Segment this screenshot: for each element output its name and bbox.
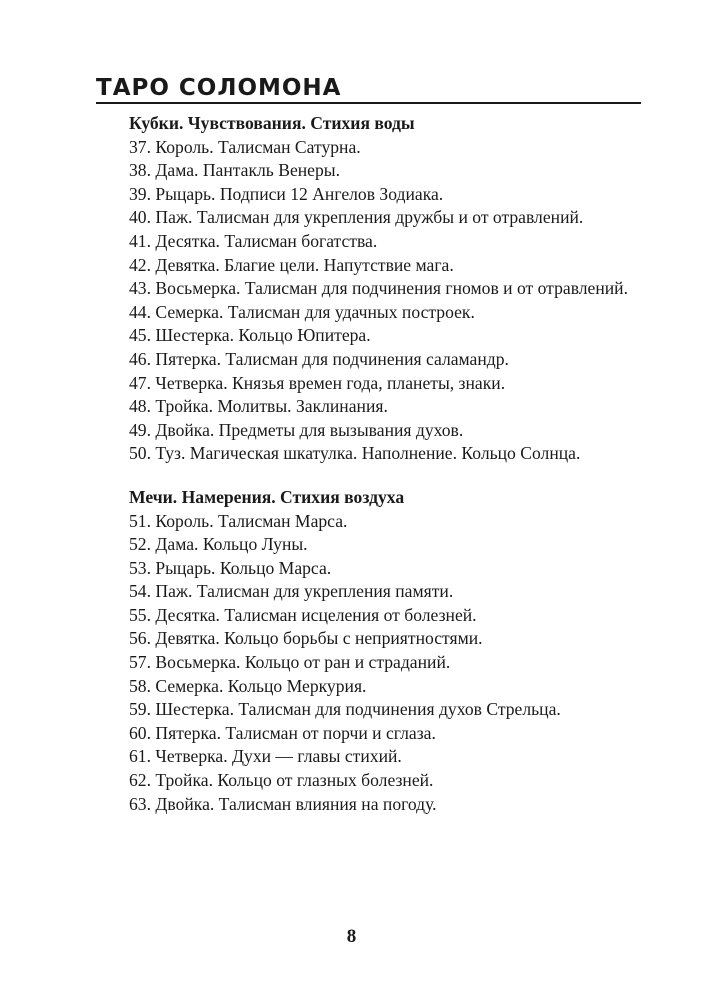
running-title: ТАРО СОЛОМОНА (96, 75, 342, 101)
list-item: 46. Пятерка. Талисман для подчинения саламандр. (129, 348, 509, 369)
section-cups (96, 112, 641, 466)
page-body (96, 112, 641, 816)
list-item: 45. Шестерка. Кольцо Юпитера. (129, 325, 371, 346)
section-heading: Мечи. Намерения. Стихия воздуха (129, 486, 405, 507)
list-item: 55. Десятка. Талисман исцеления от болезней. (129, 604, 477, 625)
list-item: 56. Девятка. Кольцо борьбы с неприятностями. (129, 628, 483, 649)
list-item: 41. Десятка. Талисман богатства. (129, 230, 378, 251)
list-item: 48. Тройка. Молитвы. Заклинания. (129, 396, 388, 417)
list-item: 58. Семерка. Кольцо Меркурия. (129, 675, 367, 696)
section-swords (96, 486, 641, 816)
list-item: 47. Четверка. Князья времен года, планеты, знаки. (129, 372, 506, 393)
list-item: 61. Четверка. Духи — главы стихий. (129, 746, 402, 767)
list-item: 54. Паж. Талисман для укрепления памяти. (129, 581, 454, 602)
list-item: 38. Дама. Пантакль Венеры. (129, 160, 340, 181)
list-item: 60. Пятерка. Талисман от порчи и сглаза. (129, 722, 436, 743)
list-item: 40. Паж. Талисман для укрепления дружбы и от отравлений. (129, 207, 584, 228)
section-heading: Кубки. Чувствования. Стихия воды (129, 113, 415, 133)
list-item: 44. Семерка. Талисман для удачных построек. (129, 301, 475, 322)
list-item: 59. Шестерка. Талисман для подчинения духов Стрельца. (129, 699, 561, 720)
section-spacer (96, 466, 641, 486)
list-item: 63. Двойка. Талисман влияния на погоду. (129, 793, 437, 814)
list-item: 57. Восьмерка. Кольцо от ран и страданий. (129, 652, 451, 673)
list-item: 49. Двойка. Предметы для вызывания духов. (129, 419, 464, 440)
list-item: 62. Тройка. Кольцо от глазных болезней. (129, 770, 434, 791)
list-item: 43. Восьмерка. Талисман для подчинения гномов и от отравлений. (129, 278, 628, 299)
list-item: 50. Туз. Магическая шкатулка. Наполнение. Кольцо Солнца. (129, 443, 581, 464)
list-item: 42. Девятка. Благие цели. Напутствие мага. (129, 254, 454, 275)
list-item: 51. Король. Талисман Марса. (129, 510, 348, 531)
list-item: 53. Рыцарь. Кольцо Марса. (129, 557, 332, 578)
list-item: 39. Рыцарь. Подписи 12 Ангелов Зодиака. (129, 183, 444, 204)
page-number: 8 (346, 926, 357, 947)
running-header (96, 64, 641, 104)
list-item: 37. Король. Талисман Сатурна. (129, 136, 361, 157)
list-item: 52. Дама. Кольцо Луны. (129, 534, 308, 555)
